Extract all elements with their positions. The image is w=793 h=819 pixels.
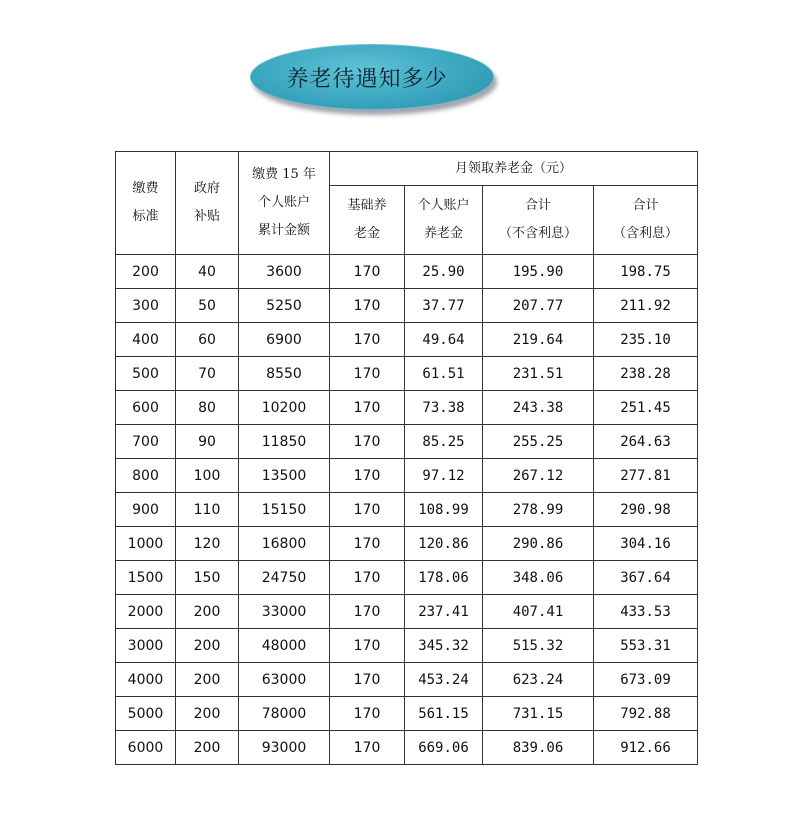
cell-account-pension: 561.15 [405, 697, 483, 731]
cell-account-pension: 237.41 [405, 595, 483, 629]
cell-total-no-interest: 255.25 [483, 425, 594, 459]
cell-subsidy: 110 [176, 493, 239, 527]
header-contribution-standard [116, 152, 176, 255]
cell-subsidy: 50 [176, 289, 239, 323]
cell-subsidy: 70 [176, 357, 239, 391]
cell-account-pension: 61.51 [405, 357, 483, 391]
cell-account-total: 13500 [239, 459, 330, 493]
cell-contribution: 200 [116, 255, 176, 289]
cell-total-with-interest: 912.66 [594, 731, 698, 765]
cell-subsidy: 40 [176, 255, 239, 289]
cell-basic-pension: 170 [330, 255, 405, 289]
cell-basic-pension: 170 [330, 527, 405, 561]
table-row [116, 595, 698, 629]
cell-total-no-interest: 407.41 [483, 595, 594, 629]
table-row [116, 391, 698, 425]
cell-account-total: 10200 [239, 391, 330, 425]
cell-contribution: 1000 [116, 527, 176, 561]
cell-subsidy: 200 [176, 731, 239, 765]
table-row [116, 459, 698, 493]
header-account-total-line3: 累计金额 [257, 223, 310, 238]
cell-contribution: 700 [116, 425, 176, 459]
header-government-subsidy-line1: 政府 [193, 181, 220, 196]
table-row [116, 323, 698, 357]
cell-subsidy: 200 [176, 697, 239, 731]
cell-total-with-interest: 367.64 [594, 561, 698, 595]
header-account-total-line1: 缴费 15 年 [252, 167, 316, 182]
header-government-subsidy-line2: 补贴 [193, 209, 220, 224]
header-contribution-standard-line2: 标准 [132, 209, 159, 224]
cell-contribution: 3000 [116, 629, 176, 663]
header-government-subsidy [176, 152, 239, 255]
table-body [116, 255, 698, 765]
cell-total-no-interest: 231.51 [483, 357, 594, 391]
cell-contribution: 6000 [116, 731, 176, 765]
table-row [116, 425, 698, 459]
cell-total-no-interest: 839.06 [483, 731, 594, 765]
cell-account-pension: 108.99 [405, 493, 483, 527]
cell-basic-pension: 170 [330, 459, 405, 493]
cell-total-with-interest: 673.09 [594, 663, 698, 697]
cell-subsidy: 200 [176, 663, 239, 697]
cell-subsidy: 100 [176, 459, 239, 493]
header-total-without-interest [483, 186, 594, 255]
table-row [116, 527, 698, 561]
cell-basic-pension: 170 [330, 561, 405, 595]
cell-subsidy: 90 [176, 425, 239, 459]
page-title: 养老待遇知多少 [286, 66, 448, 92]
cell-basic-pension: 170 [330, 697, 405, 731]
cell-total-with-interest: 792.88 [594, 697, 698, 731]
header-total-with-interest-line1: 合计 [632, 198, 659, 213]
header-total-without-interest-line2: （不含利息） [498, 226, 577, 241]
cell-account-total: 15150 [239, 493, 330, 527]
header-personal-account-pension [405, 186, 483, 255]
cell-account-total: 16800 [239, 527, 330, 561]
cell-total-no-interest: 207.77 [483, 289, 594, 323]
cell-subsidy: 60 [176, 323, 239, 357]
cell-account-pension: 178.06 [405, 561, 483, 595]
cell-account-pension: 669.06 [405, 731, 483, 765]
cell-account-total: 3600 [239, 255, 330, 289]
cell-account-total: 6900 [239, 323, 330, 357]
cell-account-total: 33000 [239, 595, 330, 629]
title-ellipse [250, 44, 494, 110]
cell-total-with-interest: 264.63 [594, 425, 698, 459]
cell-total-no-interest: 267.12 [483, 459, 594, 493]
cell-total-no-interest: 243.38 [483, 391, 594, 425]
cell-total-with-interest: 433.53 [594, 595, 698, 629]
header-account-total-line2: 个人账户 [257, 195, 310, 210]
cell-total-with-interest: 290.98 [594, 493, 698, 527]
cell-total-with-interest: 304.16 [594, 527, 698, 561]
cell-account-pension: 25.90 [405, 255, 483, 289]
cell-basic-pension: 170 [330, 357, 405, 391]
cell-subsidy: 80 [176, 391, 239, 425]
cell-total-with-interest: 238.28 [594, 357, 698, 391]
cell-contribution: 500 [116, 357, 176, 391]
header-basic-pension-line1: 基础养 [347, 198, 387, 213]
cell-basic-pension: 170 [330, 731, 405, 765]
cell-account-pension: 453.24 [405, 663, 483, 697]
table-row [116, 697, 698, 731]
cell-account-pension: 85.25 [405, 425, 483, 459]
cell-contribution: 2000 [116, 595, 176, 629]
table-row [116, 663, 698, 697]
header-total-without-interest-line1: 合计 [524, 198, 551, 213]
cell-basic-pension: 170 [330, 595, 405, 629]
cell-basic-pension: 170 [330, 289, 405, 323]
header-monthly-pension-group: 月领取养老金（元） [330, 152, 698, 186]
cell-contribution: 600 [116, 391, 176, 425]
cell-total-no-interest: 278.99 [483, 493, 594, 527]
cell-account-pension: 73.38 [405, 391, 483, 425]
cell-basic-pension: 170 [330, 663, 405, 697]
cell-total-no-interest: 290.86 [483, 527, 594, 561]
cell-total-no-interest: 195.90 [483, 255, 594, 289]
cell-total-no-interest: 348.06 [483, 561, 594, 595]
cell-account-total: 8550 [239, 357, 330, 391]
cell-account-pension: 49.64 [405, 323, 483, 357]
cell-total-with-interest: 277.81 [594, 459, 698, 493]
header-contribution-standard-line1: 缴费 [132, 181, 159, 196]
table-row [116, 493, 698, 527]
cell-account-total: 63000 [239, 663, 330, 697]
cell-basic-pension: 170 [330, 425, 405, 459]
cell-total-with-interest: 235.10 [594, 323, 698, 357]
table-row [116, 629, 698, 663]
cell-contribution: 1500 [116, 561, 176, 595]
cell-account-total: 24750 [239, 561, 330, 595]
cell-total-no-interest: 731.15 [483, 697, 594, 731]
cell-account-total: 48000 [239, 629, 330, 663]
cell-basic-pension: 170 [330, 323, 405, 357]
cell-subsidy: 200 [176, 629, 239, 663]
cell-subsidy: 200 [176, 595, 239, 629]
header-total-with-interest-line2: （含利息） [612, 226, 678, 241]
cell-total-no-interest: 623.24 [483, 663, 594, 697]
header-account-total [239, 152, 330, 255]
table-row [116, 561, 698, 595]
cell-total-with-interest: 553.31 [594, 629, 698, 663]
cell-account-pension: 97.12 [405, 459, 483, 493]
cell-contribution: 900 [116, 493, 176, 527]
cell-account-pension: 120.86 [405, 527, 483, 561]
cell-total-no-interest: 515.32 [483, 629, 594, 663]
cell-contribution: 800 [116, 459, 176, 493]
cell-total-with-interest: 211.92 [594, 289, 698, 323]
table-row [116, 289, 698, 323]
table-row [116, 357, 698, 391]
cell-total-with-interest: 198.75 [594, 255, 698, 289]
cell-contribution: 4000 [116, 663, 176, 697]
cell-contribution: 300 [116, 289, 176, 323]
cell-total-no-interest: 219.64 [483, 323, 594, 357]
pension-table [115, 151, 698, 765]
cell-subsidy: 150 [176, 561, 239, 595]
table-row [116, 255, 698, 289]
cell-basic-pension: 170 [330, 629, 405, 663]
header-basic-pension-line2: 老金 [353, 226, 380, 241]
cell-basic-pension: 170 [330, 493, 405, 527]
title-banner [250, 44, 498, 116]
table-row [116, 731, 698, 765]
cell-basic-pension: 170 [330, 391, 405, 425]
header-total-with-interest [594, 186, 698, 255]
header-basic-pension [330, 186, 405, 255]
cell-account-pension: 37.77 [405, 289, 483, 323]
cell-account-total: 78000 [239, 697, 330, 731]
cell-account-pension: 345.32 [405, 629, 483, 663]
cell-account-total: 93000 [239, 731, 330, 765]
header-personal-account-pension-line2: 养老金 [423, 226, 463, 241]
cell-contribution: 5000 [116, 697, 176, 731]
cell-total-with-interest: 251.45 [594, 391, 698, 425]
cell-account-total: 5250 [239, 289, 330, 323]
cell-contribution: 400 [116, 323, 176, 357]
cell-subsidy: 120 [176, 527, 239, 561]
header-personal-account-pension-line1: 个人账户 [417, 198, 470, 213]
cell-account-total: 11850 [239, 425, 330, 459]
